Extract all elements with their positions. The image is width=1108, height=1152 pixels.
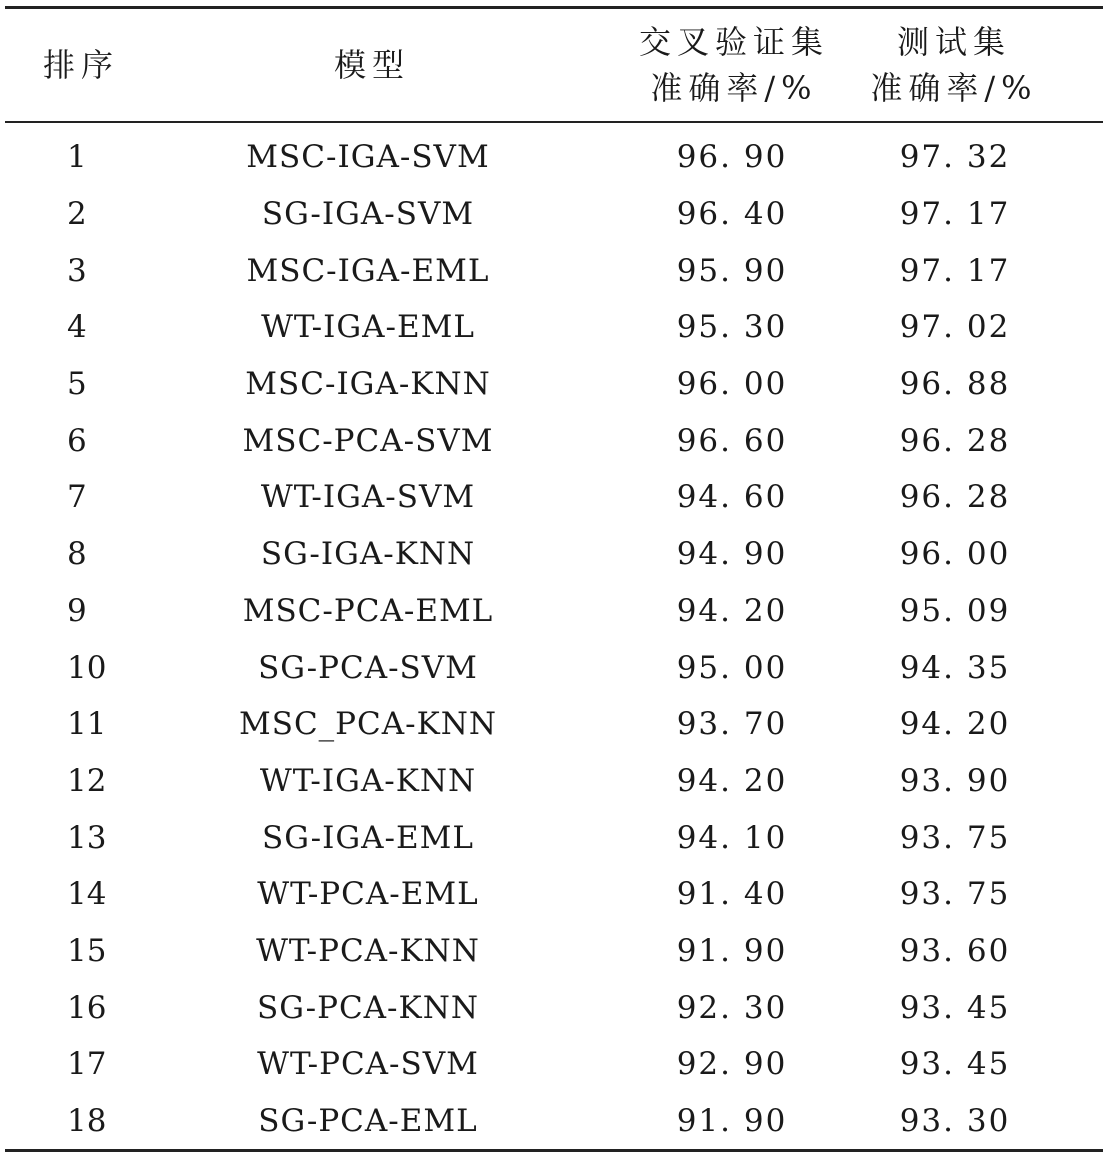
rank-cell: 16 [67,989,107,1026]
rank-cell: 18 [5,1093,153,1151]
model-cell: WT-PCA-SVM [257,1046,479,1083]
cv-accuracy-cell: 94. 20 [676,592,788,629]
test-accuracy-cell: 93. 75 [899,876,1011,913]
test-accuracy-cell: 93. 45 [899,1046,1011,1083]
cv-accuracy-cell: 92. 90 [676,1046,788,1083]
test-accuracy-cell: 97. 17 [899,196,1011,233]
rank-cell: 13 [67,819,107,856]
rank-cell: 14 [67,876,107,913]
table-row [5,469,1103,526]
model-cell: WT-IGA-EML [261,309,475,346]
test-accuracy-cell: 93. 60 [899,932,1011,969]
test-accuracy-cell: 93. 45 [899,989,1011,1026]
test-accuracy-cell: 97. 32 [899,139,1011,176]
header-row [5,8,1103,123]
cv-accuracy-cell: 93. 70 [676,706,788,743]
table-row [5,242,1103,299]
header-cv-line2: 准确率/% [650,69,818,107]
test-accuracy-cell: 93. 30 [843,1093,1103,1151]
rank-cell: 8 [67,536,87,573]
rank-cell: 4 [67,309,87,346]
model-cell: WT-IGA-SVM [260,479,476,516]
model-cell: WT-PCA-EML [257,876,479,913]
table-row [5,753,1103,810]
rank-cell: 10 [67,649,107,686]
test-accuracy-cell: 96. 28 [899,479,1011,516]
rank-cell: 11 [67,706,107,743]
table-row [5,299,1103,356]
cv-accuracy-cell: 94. 90 [676,536,788,573]
table-row [5,923,1103,980]
test-accuracy-cell: 96. 28 [899,422,1011,459]
model-cell: SG-IGA-EML [262,819,474,856]
cv-accuracy-cell: 95. 90 [676,252,788,289]
results-table-container [5,6,1103,1152]
rank-cell: 3 [67,252,87,289]
model-accuracy-table [5,6,1103,1152]
model-cell: MSC-PCA-EML [242,592,494,629]
cv-accuracy-cell: 96. 60 [676,422,788,459]
model-cell: MSC-PCA-SVM [242,422,494,459]
table-row [5,186,1103,243]
model-cell: SG-PCA-KNN [257,989,479,1026]
rank-cell: 6 [67,422,87,459]
model-cell: MSC-IGA-EML [246,252,490,289]
cv-accuracy-cell: 96. 40 [676,196,788,233]
model-cell: MSC-IGA-SVM [246,139,490,176]
header-model: 模型 [153,8,573,123]
header-test-accuracy [843,8,1103,123]
table-row [5,526,1103,583]
test-accuracy-cell: 95. 09 [899,592,1011,629]
table-row [5,356,1103,413]
table-row [5,696,1103,753]
cv-accuracy-cell: 96. 90 [676,139,788,176]
rank-cell: 2 [67,196,87,233]
model-cell: SG-PCA-EML [153,1093,573,1151]
table-row [5,412,1103,469]
cv-accuracy-cell: 91. 90 [573,1093,843,1151]
header-test-line2: 准确率/% [870,69,1038,107]
cv-accuracy-cell: 94. 20 [676,762,788,799]
table-row [5,1093,1103,1151]
table-row [5,809,1103,866]
table-header [5,8,1103,123]
table-body [5,122,1103,1151]
table-row [5,866,1103,923]
cv-accuracy-cell: 94. 10 [676,819,788,856]
model-cell: MSC-IGA-KNN [245,366,491,403]
cv-accuracy-cell: 95. 30 [676,309,788,346]
table-row [5,639,1103,696]
test-accuracy-cell: 93. 90 [899,762,1011,799]
cv-accuracy-cell: 91. 40 [676,876,788,913]
test-accuracy-cell: 97. 02 [899,309,1011,346]
rank-cell: 1 [67,139,87,176]
table-row [5,1036,1103,1093]
model-cell: SG-IGA-SVM [261,196,475,233]
test-accuracy-cell: 93. 75 [899,819,1011,856]
rank-cell: 7 [67,479,87,516]
test-accuracy-cell: 94. 20 [899,706,1011,743]
cv-accuracy-cell: 92. 30 [676,989,788,1026]
header-rank: 排序 [5,8,153,123]
cv-accuracy-cell: 95. 00 [676,649,788,686]
header-cv-line1: 交叉验证集 [638,23,829,61]
model-cell: WT-IGA-KNN [259,762,477,799]
model-cell: MSC_PCA-KNN [238,706,498,743]
cv-accuracy-cell: 96. 00 [676,366,788,403]
cv-accuracy-cell: 94. 60 [676,479,788,516]
rank-cell: 17 [67,1046,107,1083]
header-cv-accuracy [573,8,843,123]
cv-accuracy-cell: 91. 90 [676,932,788,969]
model-cell: SG-IGA-KNN [260,536,476,573]
test-accuracy-cell: 97. 17 [899,252,1011,289]
model-cell: SG-PCA-SVM [258,649,478,686]
header-test-line1: 测试集 [896,23,1011,61]
test-accuracy-cell: 94. 35 [899,649,1011,686]
table-row [5,979,1103,1036]
model-cell: WT-PCA-KNN [256,932,480,969]
rank-cell: 12 [67,762,107,799]
rank-cell: 15 [67,932,107,969]
rank-cell: 5 [67,366,87,403]
table-row [5,122,1103,186]
rank-cell: 9 [67,592,87,629]
test-accuracy-cell: 96. 00 [899,536,1011,573]
table-row [5,583,1103,640]
test-accuracy-cell: 96. 88 [899,366,1011,403]
